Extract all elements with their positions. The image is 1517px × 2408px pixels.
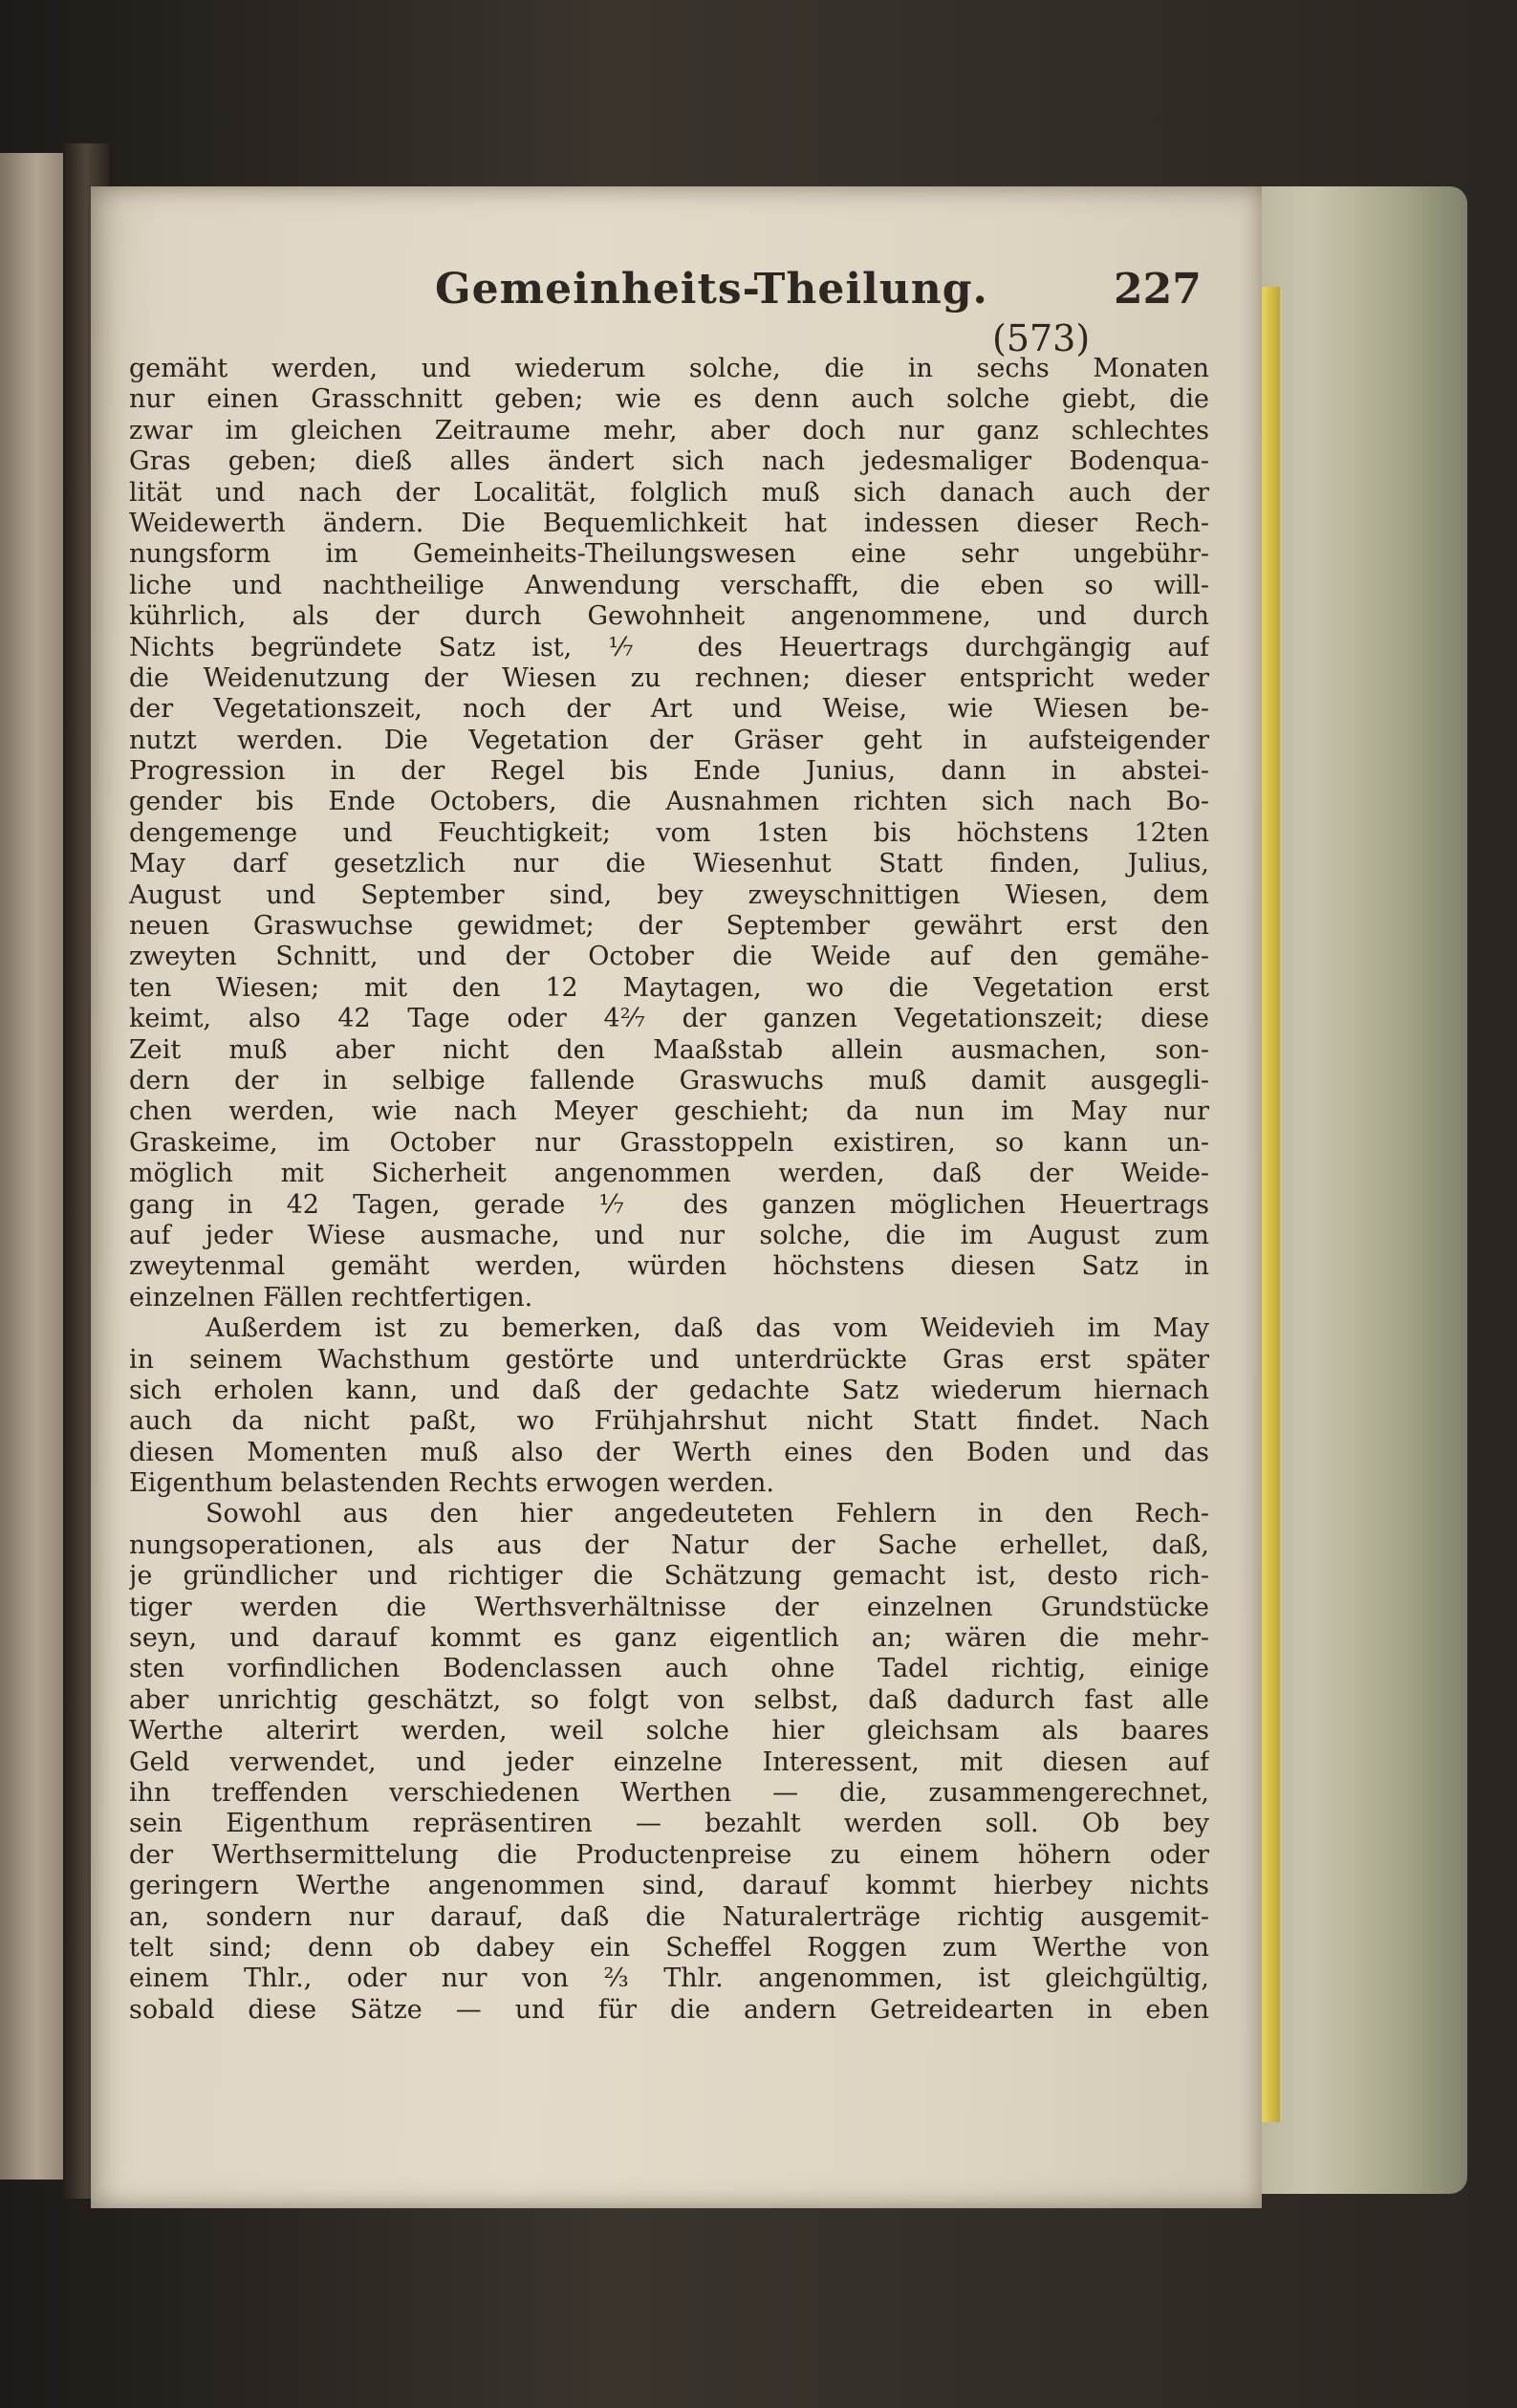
running-title: Gemeinheits-Theilung.	[435, 265, 988, 314]
text-line: Werthe alterirt werden, weil solche hier gleichsam als baares	[129, 1716, 1209, 1746]
text-line: sein Eigenthum repräsentiren — bezahlt werden soll. Ob bey	[129, 1809, 1209, 1839]
text-line: tiger werden die Werthsverhältnisse der einzelnen Grundstücke	[129, 1592, 1209, 1622]
text-line: dern der in selbige fallende Graswuchs muß damit ausgegli-	[129, 1065, 1209, 1096]
text-line: Weidewerth ändern. Die Bequemlichkeit hat indessen dieser Rech-	[129, 508, 1209, 538]
text-line: gender bis Ende Octobers, die Ausnahmen richten sich nach Bo-	[129, 787, 1209, 817]
text-line: sich erholen kann, und daß der gedachte Satz wiederum hiernach	[129, 1375, 1209, 1405]
text-line: dengemenge und Feuchtigkeit; vom 1sten bis höchstens 12ten	[129, 817, 1209, 848]
text-line: Gras geben; dieß alles ändert sich nach jedesmaliger Bodenqua-	[129, 446, 1209, 477]
text-line: August und September sind, bey zweyschnittigen Wiesen, dem	[129, 879, 1209, 910]
text-line: kührlich, als der durch Gewohnheit angenommene, und durch	[129, 601, 1209, 632]
text-line: nungsform im Gemeinheits-Theilungswesen eine sehr ungebühr-	[129, 539, 1209, 570]
text-line: der Vegetationszeit, noch der Art und Weise, wie Wiesen be-	[129, 694, 1209, 725]
text-line: telt sind; denn ob dabey ein Scheffel Roggen zum Werthe von	[129, 1932, 1209, 1963]
marginal-page-number: (573)	[992, 317, 1091, 359]
text-line: gemäht werden, und wiederum solche, die in sechs Monaten	[129, 354, 1209, 383]
text-line: ihn treffenden verschiedenen Werthen — die, zusammengerechnet,	[129, 1777, 1209, 1808]
text-line: ten Wiesen; mit den 12 Maytagen, wo die Vegetation erst	[129, 972, 1209, 1003]
text-line: der Werthsermittelung die Productenpreise zu einem höhern oder	[129, 1839, 1209, 1870]
text-line: Zeit muß aber nicht den Maaßstab allein ausmachen, son-	[129, 1034, 1209, 1065]
text-line: an, sondern nur darauf, daß die Naturalerträge richtig ausgemit-	[129, 1901, 1209, 1932]
text-line: neuen Graswuchse gewidmet; der September gewährt erst den	[129, 911, 1209, 942]
text-line: Geld verwendet, und jeder einzelne Interessent, mit diesen auf	[129, 1746, 1209, 1777]
left-page-edge	[0, 153, 67, 2180]
text-line: liche und nachtheilige Anwendung verschafft, die eben so will-	[129, 570, 1209, 600]
text-line: lität und nach der Localität, folglich muß sich danach auch der	[129, 477, 1209, 508]
text-line: keimt, also 42 Tage oder 4²⁄₇ der ganzen Vegetationszeit; diese	[129, 1004, 1209, 1034]
text-line: auch da nicht paßt, wo Frühjahrshut nicht Statt findet. Nach	[129, 1406, 1209, 1437]
text-line: in seinem Wachsthum gestörte und unterdrückte Gras erst später	[129, 1344, 1209, 1375]
text-line: sten vorfindlichen Bodenclassen auch ohne Tadel richtig, einige	[129, 1654, 1209, 1684]
text-line: auf jeder Wiese ausmache, und nur solche, die im August zum	[129, 1220, 1209, 1250]
text-line: nur einen Grasschnitt geben; wie es denn auch solche giebt, die	[129, 384, 1209, 415]
text-line: nutzt werden. Die Vegetation der Gräser geht in aufsteigender	[129, 725, 1209, 755]
page-number: 227	[1114, 265, 1202, 314]
text-line: Außerdem ist zu bemerken, daß das vom Weidevieh im May	[206, 1313, 1209, 1344]
text-line: zweytenmal gemäht werden, würden höchstens diesen Satz in	[129, 1251, 1209, 1282]
text-line: Graskeime, im October nur Grasstoppeln existiren, so kann un-	[129, 1127, 1209, 1158]
text-line: seyn, und darauf kommt es ganz eigentlich an; wären die mehr-	[129, 1623, 1209, 1654]
text-line: einem Thlr., oder nur von ⅔ Thlr. angenommen, ist gleichgültig,	[129, 1963, 1209, 1994]
text-line: einzelnen Fällen rechtfertigen.	[129, 1282, 533, 1312]
text-line: die Weidenutzung der Wiesen zu rechnen; dieser entspricht weder	[129, 662, 1209, 693]
text-line: Eigenthum belastenden Rechts erwogen werden.	[129, 1468, 774, 1499]
text-line: zwar im gleichen Zeitraume mehr, aber doch nur ganz schlechtes	[129, 415, 1209, 445]
text-line: Progression in der Regel bis Ende Junius, dann in abstei-	[129, 756, 1209, 787]
text-line: nungsoperationen, als aus der Natur der Sache erhellet, daß,	[129, 1529, 1209, 1560]
text-line: sobald diese Sätze — und für die andern Getreidearten in eben	[129, 1994, 1209, 2025]
text-line: diesen Momenten muß also der Werth eines den Boden und das	[129, 1437, 1209, 1467]
text-line: je gründlicher und richtiger die Schätzung gemacht ist, desto rich-	[129, 1561, 1209, 1592]
text-line: May darf gesetzlich nur die Wiesenhut Statt finden, Julius,	[129, 849, 1209, 879]
text-line: gang in 42 Tagen, gerade ⅐ des ganzen möglichen Heuertrags	[129, 1189, 1209, 1220]
text-line: möglich mit Sicherheit angenommen werden, daß der Weide-	[129, 1159, 1209, 1189]
text-line: geringern Werthe angenommen sind, darauf kommt hierbey nichts	[129, 1871, 1209, 1901]
text-line: aber unrichtig geschätzt, so folgt von selbst, daß dadurch fast alle	[129, 1684, 1209, 1715]
text-line: Nichts begründete Satz ist, ⅐ des Heuertrags durchgängig auf	[129, 632, 1209, 662]
text-line: chen werden, wie nach Meyer geschieht; da nun im May nur	[129, 1096, 1209, 1127]
text-line: zweyten Schnitt, und der October die Weide auf den gemähe-	[129, 942, 1209, 972]
book-page	[91, 186, 1262, 2208]
body-text	[129, 354, 1209, 2026]
text-line: Sowohl aus den hier angedeuteten Fehlern in den Rech-	[206, 1499, 1209, 1529]
